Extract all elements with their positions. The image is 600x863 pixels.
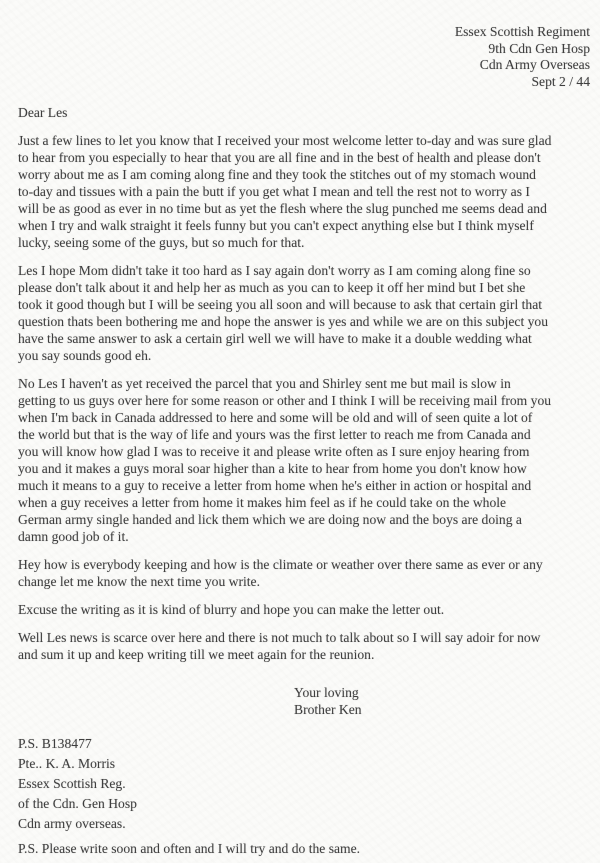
paragraph-line: No Les I haven't as yet received the parcel that you and Shirley sent me but mail is slow in	[18, 376, 511, 391]
ps-service-number: P.S. B138477	[18, 736, 92, 751]
signature-block	[294, 684, 591, 718]
header-regiment-line: Essex Scottish Regiment	[454, 24, 590, 39]
paragraph-3	[18, 375, 591, 545]
closing-valediction: Your loving	[294, 685, 359, 700]
paragraph-line: have the same answer to ask a certain girl well we will have to make it a double wedding what	[18, 331, 532, 346]
letter-header	[18, 24, 591, 90]
paragraph-line: and sum it up and keep writing till we meet again for the reunion.	[18, 647, 375, 662]
paragraph-line: when I'm back in Canada addressed to here and some will be old and will of seen quite a lot of	[18, 410, 533, 425]
paragraph-4	[18, 556, 591, 590]
paragraph-line: you and it makes a guys moral soar higher than a kite to hear from home you don't know how	[18, 461, 527, 476]
paragraph-line: when I try and walk straight it feels funny but you can't expect anything else but I think myself	[18, 218, 534, 233]
paragraph-line: worry about me as I am coming along fine and they took the stitches out of my stomach wound	[18, 167, 536, 182]
header-army-line: Cdn Army Overseas	[479, 57, 590, 72]
paragraph-1	[18, 132, 591, 251]
paragraph-6	[18, 629, 591, 663]
paragraph-line: to hear from you especially to hear that you are all fine and in the best of health and please don't	[18, 150, 541, 165]
paragraph-line: please don't talk about it and help her as much as you can to keep it off her mind but I bet she	[18, 280, 526, 295]
paragraph-line: when a guy receives a letter from home it makes him feel as if he could take on the whole	[18, 495, 507, 510]
ps-address-block	[18, 734, 591, 834]
paragraph-line: Well Les news is scarce over here and there is not much to talk about so I will say adoir for now	[18, 630, 541, 645]
paragraph-line: you will know how glad I was to receive it and please write often as I sure enjoy hearing from	[18, 444, 530, 459]
paragraph-5	[18, 601, 591, 618]
paragraph-line: the world but that is the way of life and yours was the first letter to reach me from Canada and	[18, 427, 531, 442]
paragraph-line: much it means to a guy to receive a letter from home when he's either in action or hospital and	[18, 478, 532, 493]
paragraph-line: Les I hope Mom didn't take it too hard as I say again don't worry as I am coming along fine so	[18, 263, 531, 278]
paragraph-line: German army single handed and lick them which we are doing now and the boys are doing a	[18, 512, 522, 527]
ps-final-line: P.S. Please write soon and often and I will try and do the same.	[18, 841, 361, 856]
paragraph-line: damn good job of it.	[18, 529, 129, 544]
paragraph-line: to-day and tissues with a pain the butt if you get what I mean and tell the rest not to worry as I	[18, 184, 530, 199]
ps-regiment-line: Essex Scottish Reg.	[18, 776, 126, 791]
paragraph-2	[18, 262, 591, 364]
header-hospital-line: 9th Cdn Gen Hosp	[488, 40, 590, 56]
header-date-line: Sept 2 / 44	[531, 73, 590, 89]
paragraph-line: getting to us guys over here for some reason or other and I think I will be receiving mail from you	[18, 393, 552, 408]
salutation: Dear Les	[18, 105, 68, 120]
paragraph-line: lucky, seeing some of the guys, but so much for that.	[18, 235, 305, 250]
ps-name-line: Pte.. K. A. Morris	[18, 756, 116, 771]
paragraph-line: took it good though but I will be seeing you all soon and will because to ask that certain girl that	[18, 297, 543, 312]
ps-hospital-line: of the Cdn. Gen Hosp	[18, 796, 137, 811]
paragraph-line: question thats been bothering me and hope the answer is yes and while we are on this subject you	[18, 314, 549, 329]
paragraph-line: you say sounds good eh.	[18, 348, 152, 363]
paragraph-line: Excuse the writing as it is kind of blurry and hope you can make the letter out.	[18, 602, 445, 617]
paragraph-line: will be as good as ever in no time but as yet the flesh where the slug punched me seems dead and	[18, 201, 547, 216]
paragraph-line: change let me know the next time you write.	[18, 574, 260, 589]
paragraph-line: Hey how is everybody keeping and how is the climate or weather over there same as ever or any	[18, 557, 543, 572]
paragraph-line: Just a few lines to let you know that I received your most welcome letter to-day and was sure glad	[18, 133, 552, 148]
closing-signature: Brother Ken	[294, 702, 362, 717]
ps-army-line: Cdn army overseas.	[18, 816, 126, 831]
